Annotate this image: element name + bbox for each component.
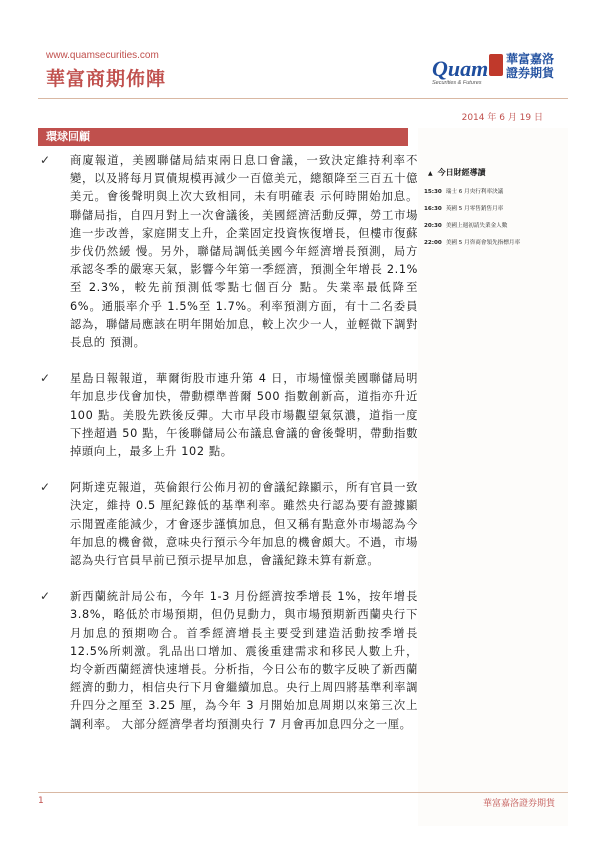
calendar-time: 16:30 — [424, 206, 442, 212]
checkmark-icon: ✓ — [40, 480, 51, 495]
calendar-row — [424, 188, 566, 196]
calendar-title — [424, 167, 566, 178]
calendar-event: 美國 5 月咨商會領先指標月率 — [445, 240, 521, 246]
calendar-time: 15:30 — [424, 189, 442, 195]
page-number: 1 — [38, 796, 44, 806]
economic-calendar — [424, 167, 566, 256]
calendar-row — [424, 222, 566, 230]
news-item — [38, 152, 418, 352]
checkmark-icon: ✓ — [40, 589, 51, 604]
header-divider — [38, 98, 568, 99]
news-text: 阿斯達克報道，英倫銀行公佈月初的會議紀錄顯示，所有官員一致決定，維持 0.5 厘紀錄低的基準利率。雖然央行認為要有證據顯示閒置產能減少，才會逐步謹慎加息，但又稱有點意外市場認為今年加息的機會微，意味央行預示今年加息的機會頗大。不過，市場認為央行官員早前已預示提早加息，會議紀錄未算有新意。 — [70, 481, 418, 568]
report-date: 2014 年 6 月 19 日 — [461, 113, 543, 123]
logo-wordmark: Quam — [432, 56, 489, 81]
news-text: 新西蘭統計局公布，今年 1-3 月份經濟按季增長 1%，按年增長 3.8%，略低於市場預期，但仍見動力，與市場預期新西蘭央行下月加息的預期吻合。首季經濟增長主要受到建造活動按季增長 12.5%所刺激。乳品出口增加、震後重建需求和移民人數上升，均令新西蘭經濟快速增長。分析指，今日公布的數字反映了新西蘭經濟的動力，相信央行下月會繼續加息。央行上周四將基準利率調升四分之厘至 3.25 厘，為今年 3 月開始加息周期以來第三次上調利率。 大部分經濟學者均預測央行 7 月會再加息四分之一厘。 — [70, 590, 418, 731]
logo-cn-line2: 證券期貨 — [506, 66, 555, 80]
website-url[interactable]: www.quamsecurities.com — [46, 50, 159, 61]
footer-brand: 華富嘉洛證券期貨 — [482, 799, 555, 809]
news-item — [38, 588, 418, 734]
calendar-title-text: 今日財經導讀 — [437, 168, 486, 177]
calendar-row — [424, 205, 566, 213]
calendar-row — [424, 239, 566, 247]
logo-mark-icon — [489, 54, 503, 76]
checkmark-icon: ✓ — [40, 371, 51, 386]
company-logo — [432, 50, 568, 94]
section-title: 環球回顧 — [46, 130, 90, 143]
news-list — [38, 152, 418, 752]
news-item — [38, 370, 418, 461]
section-header — [38, 128, 408, 146]
publication-title: 華富商期佈陣 — [46, 68, 167, 90]
calendar-event: 英國 5 月零售銷售月率 — [445, 206, 504, 212]
calendar-time: 20:30 — [424, 223, 442, 229]
news-text: 星島日報報道，華爾街股市連升第 4 日，市場憧憬美國聯儲局明年加息步伐會加快，帶動標準普爾 500 指數創新高，道指亦升近 100 點。美股先跌後反彈。大市早段市場觀望氣氛濃，道指一度下挫超過 50 點，午後聯儲局公布議息會議的會後聲明，帶動指數掉頭向上，最多上升 102 點。 — [70, 372, 418, 459]
calendar-event: 瑞士 6 月央行利率決議 — [445, 189, 504, 195]
news-text: 商廈報道，美國聯儲局結束兩日息口會議，一致決定維持利率不變，以及將每月買債規模再減少一百億美元，總額降至三百五十億美元。會後聲明與上次大致相同，未有明確表 示何時開始加息。聯儲局指，自四月對上一次會議後，美國經濟活動反彈，勞工市場進一步改善，家庭開支上升，企業固定投資恢復增長，但樓市復蘇步伐仍然緩 慢。另外，聯儲局調低美國今年經濟增長預測，局方承認冬季的嚴寒天氣，影響今年第一季經濟，預測全年增長 2.1%至 2.3%，較先前預測低零點七個百分 點。失業率最低降至 6%。通脹率介乎 1.5%至 1.7%。利率預測方面，有十二名委員認為，聯儲局應該在明年開始加息，較上次少一人，並輕微下調對長息的 預測。 — [70, 154, 418, 350]
footer-divider — [38, 792, 568, 793]
triangle-bullet-icon: ▲ — [428, 170, 433, 177]
logo-subtitle: Securities & Futures — [432, 80, 482, 86]
calendar-event: 美國上週初請失業金人數 — [445, 223, 508, 229]
logo-cn-line1: 華富嘉洛 — [506, 52, 555, 66]
calendar-time: 22:00 — [424, 240, 442, 246]
checkmark-icon: ✓ — [40, 153, 51, 167]
logo-chinese-name — [506, 52, 554, 80]
news-item — [38, 479, 418, 570]
